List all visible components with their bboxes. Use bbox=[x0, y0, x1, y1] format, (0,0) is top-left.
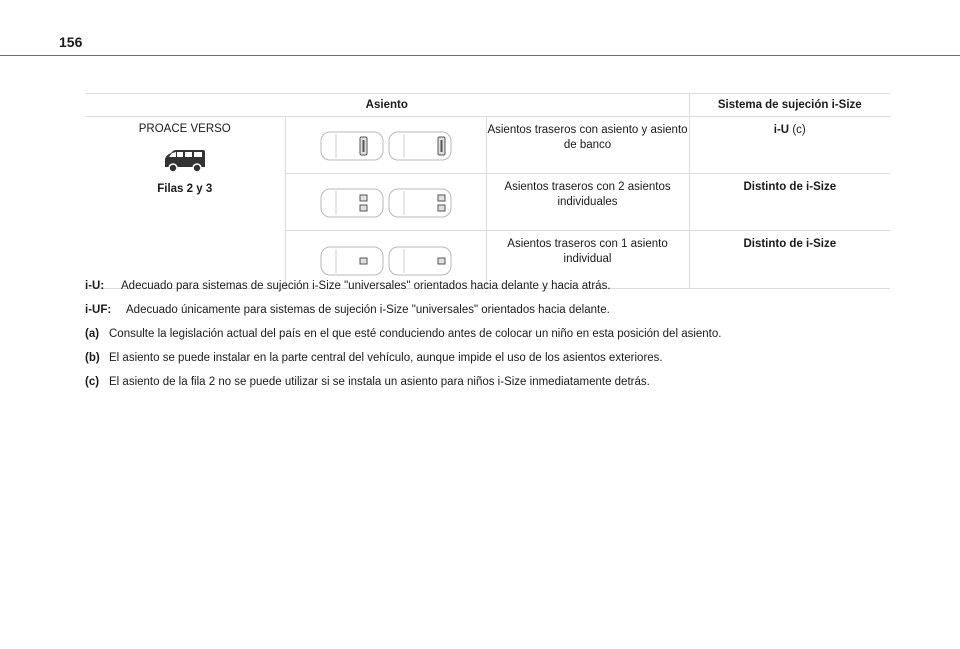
description-cell: Asientos traseros con 1 asiento individual bbox=[486, 231, 689, 289]
footnote-text: Adecuado para sistemas de sujeción i-Size "universales" orientados hacia delante y hacia atrás. bbox=[121, 280, 611, 292]
footnote bbox=[85, 376, 650, 400]
footnotes bbox=[85, 280, 722, 400]
table-header-row bbox=[85, 94, 890, 117]
footnote-text: Adecuado únicamente para sistemas de sujeción i-Size "universales" orientados hacia delante. bbox=[126, 304, 610, 316]
car-topview-icon bbox=[320, 188, 384, 218]
car-topview-icon bbox=[320, 246, 384, 276]
bench-seat-diagram bbox=[286, 129, 486, 161]
footnote bbox=[85, 280, 611, 304]
footnote-text: El asiento se puede instalar en la parte central del vehículo, aunque impide el uso de los asientos exteriores. bbox=[109, 352, 663, 364]
footnote-key: (c) bbox=[85, 376, 100, 388]
car-topview-icon bbox=[388, 246, 452, 276]
one-seat-diagram bbox=[286, 244, 486, 276]
footnote-key: (a) bbox=[85, 328, 100, 340]
car-topview-icon bbox=[388, 131, 452, 161]
header-seat: Asiento bbox=[85, 94, 689, 117]
footnote bbox=[85, 328, 722, 352]
footnote bbox=[85, 304, 610, 328]
description-cell: Asientos traseros con asiento y asiento de banco bbox=[486, 117, 689, 174]
footnote-text: Consulte la legislación actual del país en el que esté conduciendo antes de colocar un niño en esta posición del asiento. bbox=[109, 328, 722, 340]
header-rule bbox=[0, 55, 960, 56]
result-label: i-U bbox=[773, 124, 790, 136]
seat-diagram-cell bbox=[285, 117, 486, 174]
footnote bbox=[85, 352, 663, 376]
result-note: (c) bbox=[789, 124, 806, 136]
seat-diagram-cell bbox=[285, 174, 486, 231]
vehicle-name: PROACE VERSO bbox=[138, 123, 231, 135]
two-seats-diagram bbox=[286, 186, 486, 218]
result-cell bbox=[689, 231, 890, 289]
footnote-key: i-U: bbox=[85, 280, 105, 292]
vehicle-cell bbox=[85, 117, 285, 289]
table-row bbox=[85, 117, 890, 174]
page-number: 156 bbox=[59, 34, 83, 50]
result-label: Distinto de i-Size bbox=[743, 181, 837, 193]
result-cell bbox=[689, 174, 890, 231]
description-cell: Asientos traseros con 2 asientos individuales bbox=[486, 174, 689, 231]
seat-table bbox=[85, 93, 890, 289]
result-cell bbox=[689, 117, 890, 174]
footnote-key: (b) bbox=[85, 352, 100, 364]
result-label: Distinto de i-Size bbox=[743, 238, 837, 250]
rows-label: Filas 2 y 3 bbox=[157, 183, 213, 195]
footnote-text: El asiento de la fila 2 no se puede utilizar si se instala un asiento para niños i-Size inmediatamente detrás. bbox=[109, 376, 650, 388]
header-system: Sistema de sujeción i-Size bbox=[689, 94, 890, 117]
footnote-key: i-UF: bbox=[85, 304, 112, 316]
van-icon bbox=[163, 148, 207, 174]
car-topview-icon bbox=[320, 131, 384, 161]
car-topview-icon bbox=[388, 188, 452, 218]
